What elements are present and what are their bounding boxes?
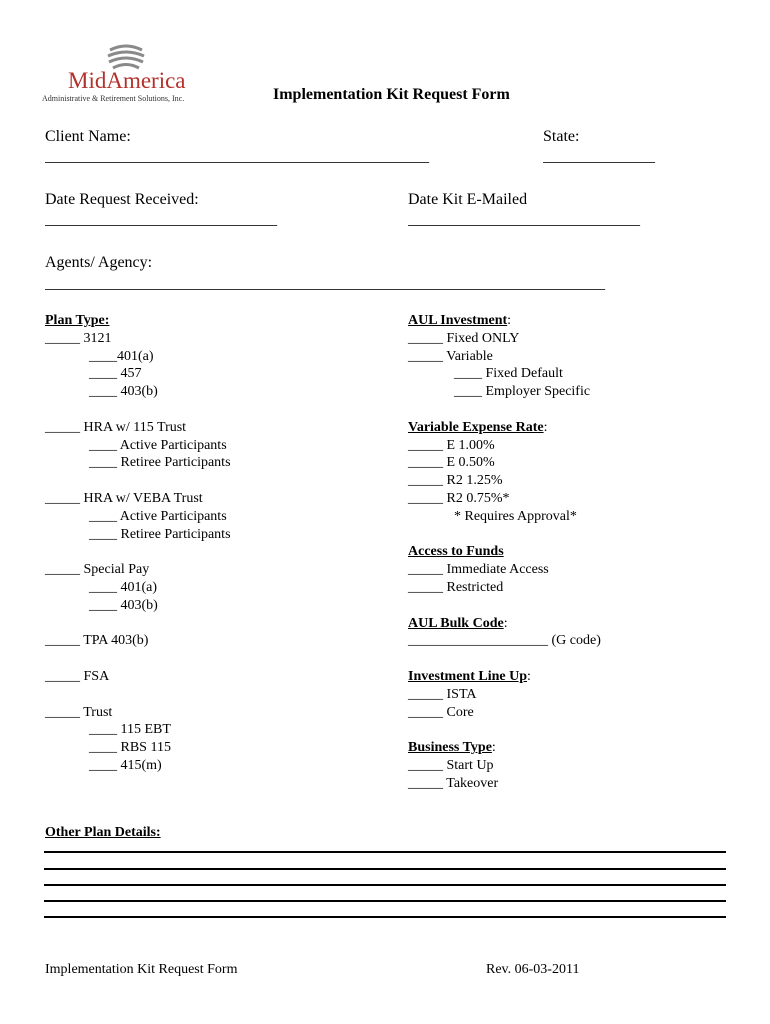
business-type-heading: Business Type	[408, 740, 492, 756]
access-to-funds-heading: Access to Funds	[408, 544, 504, 560]
option-takeover[interactable]: _____ Takeover	[408, 775, 499, 791]
option-hra-veba-retiree[interactable]: ____ Retiree Participants	[89, 526, 231, 542]
details-line-3[interactable]	[44, 884, 726, 886]
investment-line-up-heading: Investment Line Up	[408, 668, 528, 684]
details-line-5[interactable]	[44, 916, 726, 918]
date-emailed-label: Date Kit E-Mailed	[408, 191, 528, 208]
heading-colon: :	[491, 740, 496, 756]
state-label: State:	[543, 128, 580, 145]
heading-colon: :	[527, 668, 531, 684]
option-trust-115-ebt[interactable]: ____ 115 EBT	[89, 722, 171, 738]
aul-investment-heading: AUL Investment	[408, 313, 508, 328]
option-3121[interactable]: _____ 3121	[45, 330, 112, 346]
logo-tagline: Administrative & Retirement Solutions, Inc.	[42, 94, 185, 103]
heading-colon: :	[507, 313, 512, 328]
option-variable[interactable]: _____ Variable	[408, 348, 493, 364]
company-logo	[42, 42, 242, 106]
g-code-field[interactable]: ____________________ (G code)	[408, 633, 601, 649]
client-name-label: Client Name:	[45, 128, 131, 145]
option-hra-veba-trust[interactable]: _____ HRA w/ VEBA Trust	[45, 490, 203, 506]
details-line-4[interactable]	[44, 900, 726, 902]
agents-label: Agents/ Agency:	[45, 254, 153, 271]
client-name-field[interactable]: ________________________________________________	[45, 148, 429, 165]
option-special-pay[interactable]: _____ Special Pay	[45, 562, 150, 578]
option-fixed-only[interactable]: _____ Fixed ONLY	[408, 330, 520, 346]
option-ista[interactable]: _____ ISTA	[408, 686, 477, 702]
option-tpa-403b[interactable]: _____ TPA 403(b)	[45, 633, 149, 649]
details-line-1[interactable]	[44, 851, 726, 853]
date-emailed-field[interactable]: _____________________________	[408, 211, 640, 228]
option-r2-125[interactable]: _____ R2 1.25%	[408, 473, 503, 489]
plan-type-heading: Plan Type:	[45, 313, 110, 328]
option-start-up[interactable]: _____ Start Up	[408, 757, 494, 773]
form-title: Implementation Kit Request Form	[273, 86, 510, 103]
details-line-2[interactable]	[44, 868, 726, 870]
option-fixed-default[interactable]: ____ Fixed Default	[454, 366, 563, 382]
footer-revision: Rev. 06-03-2011	[486, 962, 580, 977]
plan-type-column	[45, 312, 231, 775]
date-received-label: Date Request Received:	[45, 191, 199, 208]
aul-bulk-code-heading: AUL Bulk Code	[408, 615, 504, 631]
option-hra-115-retiree[interactable]: ____ Retiree Participants	[89, 455, 231, 471]
option-fsa[interactable]: _____ FSA	[45, 668, 110, 684]
option-hra-115-active[interactable]: ____ Active Participants	[89, 437, 227, 453]
logo-wordmark: MidAmerica	[68, 68, 186, 93]
agents-field[interactable]: ______________________________________________________________________	[45, 275, 605, 292]
heading-colon: :	[543, 419, 548, 435]
option-3121-457[interactable]: ____ 457	[89, 366, 142, 382]
option-r2-075[interactable]: _____ R2 0.75%*	[408, 490, 510, 506]
requires-approval-note: * Requires Approval*	[454, 508, 577, 524]
option-trust-rbs-115[interactable]: ____ RBS 115	[89, 740, 171, 756]
other-plan-details-heading: Other Plan Details:	[45, 825, 161, 840]
state-field[interactable]: ______________	[543, 148, 655, 165]
option-restricted[interactable]: _____ Restricted	[408, 579, 504, 595]
investment-column	[408, 312, 601, 793]
date-received-field[interactable]: _____________________________	[45, 211, 277, 228]
option-trust[interactable]: _____ Trust	[45, 704, 113, 720]
option-trust-415m[interactable]: ____ 415(m)	[89, 757, 162, 773]
option-core[interactable]: _____ Core	[408, 704, 474, 720]
option-3121-403b[interactable]: ____ 403(b)	[89, 384, 158, 400]
option-hra-115-trust[interactable]: _____ HRA w/ 115 Trust	[45, 419, 187, 435]
option-3121-401a[interactable]: ____401(a)	[89, 348, 154, 364]
option-hra-veba-active[interactable]: ____ Active Participants	[89, 508, 227, 524]
option-immediate-access[interactable]: _____ Immediate Access	[408, 562, 549, 578]
footer-form-name: Implementation Kit Request Form	[45, 962, 238, 977]
option-employer-specific[interactable]: ____ Employer Specific	[454, 384, 591, 400]
option-special-pay-401a[interactable]: ____ 401(a)	[89, 579, 158, 595]
heading-colon: :	[503, 615, 508, 631]
option-e-100[interactable]: _____ E 1.00%	[408, 437, 495, 453]
option-e-050[interactable]: _____ E 0.50%	[408, 455, 495, 471]
option-special-pay-403b[interactable]: ____ 403(b)	[89, 597, 158, 613]
variable-expense-rate-heading: Variable Expense Rate	[408, 419, 544, 435]
